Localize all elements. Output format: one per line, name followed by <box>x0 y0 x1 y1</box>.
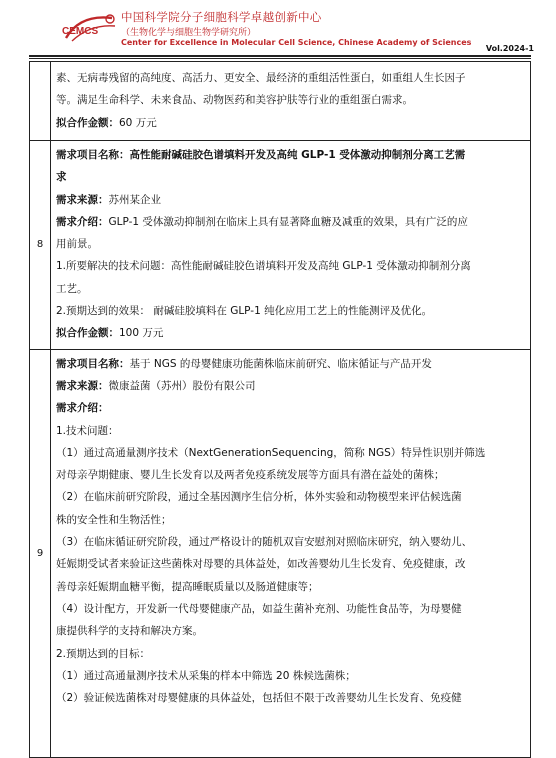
row-content <box>51 349 531 757</box>
project-title: 高性能耐碱硅胶色谱填料开发及高纯 GLP-1 受体激动抑制剂分离工艺需 <box>129 149 466 161</box>
body-text: 善母亲妊娠期血糖平衡，提高睡眠质量以及肠道健康等； <box>56 580 319 593</box>
row-number: 9 <box>30 349 51 757</box>
intro-label: 需求介绍： <box>56 402 109 415</box>
project-title-line <box>56 353 524 375</box>
budget-label: 拟合作金额： <box>56 116 119 129</box>
body-text: （4）设计配方，开发新一代母婴健康产品，如益生菌补充剂、功能性食品等，为母婴健 <box>56 602 462 615</box>
intro-text: GLP-1 受体激动抑制剂在临床上具有显著降血糖及减重的效果，具有广泛的应 <box>108 215 468 228</box>
body-text: 1.所要解决的技术问题：高性能耐碱硅胶色谱填料开发及高纯 GLP-1 受体激动抑制剂分离 <box>56 260 471 273</box>
table-row <box>30 349 531 757</box>
row-content <box>51 62 531 141</box>
project-title-line <box>56 144 524 166</box>
body-text: 素、无病毒残留的高纯度、高活力、更安全、最经济的重组活性蛋白，如重组人生长因子 <box>56 72 466 85</box>
source-label: 需求来源： <box>56 379 109 392</box>
body-text: 妊娠期受试者来验证这些菌株对母婴的具体益处，如改善婴幼儿生长发育、免疫健康，改 <box>56 558 466 571</box>
budget-value: 100 万元 <box>119 327 164 340</box>
body-text: 工艺。 <box>56 282 88 295</box>
body-text: 1.技术问题： <box>56 424 119 437</box>
budget-label: 拟合作金额： <box>56 327 119 340</box>
source-label: 需求来源： <box>56 193 109 206</box>
cemcs-logo <box>60 10 118 44</box>
body-text: 用前景。 <box>56 238 98 251</box>
body-text: （1）通过高通量测序技术（NextGenerationSequencing，简称 NGS）特异性识别并筛选 <box>56 446 486 459</box>
body-text: 等。满足生命科学、未来食品、动物医药和美容护肤等行业的重组蛋白需求。 <box>56 94 413 107</box>
source-value: 微康益菌（苏州）股份有限公司 <box>108 379 256 392</box>
body-text: 株的安全性和生物活性； <box>56 513 172 526</box>
row-number <box>30 62 51 141</box>
project-title-label: 需求项目名称： <box>56 357 130 370</box>
org-name-en: Center for Excellence in Molecular Cell Science, Chinese Academy of Sciences <box>121 38 472 47</box>
row-number: 8 <box>30 141 51 350</box>
header-rule-thin <box>29 58 531 59</box>
project-title-label: 需求项目名称： <box>56 149 130 161</box>
body-text: 康提供科学的支持和解决方案。 <box>56 625 203 638</box>
table-row <box>30 62 531 141</box>
body-text: 2.预期达到的目标： <box>56 647 151 660</box>
row-content-clip <box>56 353 524 753</box>
intro-line <box>56 211 524 233</box>
row-content <box>51 141 531 350</box>
page-header <box>0 0 556 60</box>
source-line <box>56 375 524 397</box>
budget-line <box>56 322 524 344</box>
source-line <box>56 189 524 211</box>
source-value: 苏州某企业 <box>108 193 161 206</box>
body-text: （1）通过高通量测序技术从采集的样本中筛选 20 株候选菌株； <box>56 669 356 682</box>
project-title-cont: 求 <box>56 171 67 184</box>
project-title: 基于 NGS 的母婴健康功能菌株临床前研究、临床循证与产品开发 <box>129 357 432 370</box>
body-text: （2）验证候选菌株对母婴健康的具体益处，包括但不限于改善婴幼儿生长发育、免疫健 <box>56 692 462 705</box>
version-label: Vol.2024-1 <box>485 44 534 53</box>
budget-line <box>56 112 524 134</box>
body-text: （3）在临床循证研究阶段，通过严格设计的随机双盲安慰剂对照临床研究，纳入婴幼儿、 <box>56 536 473 549</box>
intro-label: 需求介绍： <box>56 215 109 228</box>
body-text: 2.预期达到的效果： 耐碱硅胶填料在 GLP-1 纯化应用工艺上的性能测评及优化。 <box>56 305 433 318</box>
org-name-cn: 中国科学院分子细胞科学卓越创新中心 <box>121 10 322 24</box>
budget-value: 60 万元 <box>119 116 157 129</box>
header-rule <box>29 55 531 57</box>
logo-text: CEMCS <box>62 26 99 37</box>
body-text: （2）在临床前研究阶段，通过全基因测序生信分析，体外实验和动物模型来评估候选菌 <box>56 491 462 504</box>
requirements-table <box>29 61 531 758</box>
table-row <box>30 141 531 350</box>
body-text: 对母亲孕期健康、婴儿生长发育以及两者免疫系统发展等方面具有潜在益处的菌株； <box>56 469 445 482</box>
org-name-sub: （生物化学与细胞生物学研究所） <box>121 28 257 38</box>
